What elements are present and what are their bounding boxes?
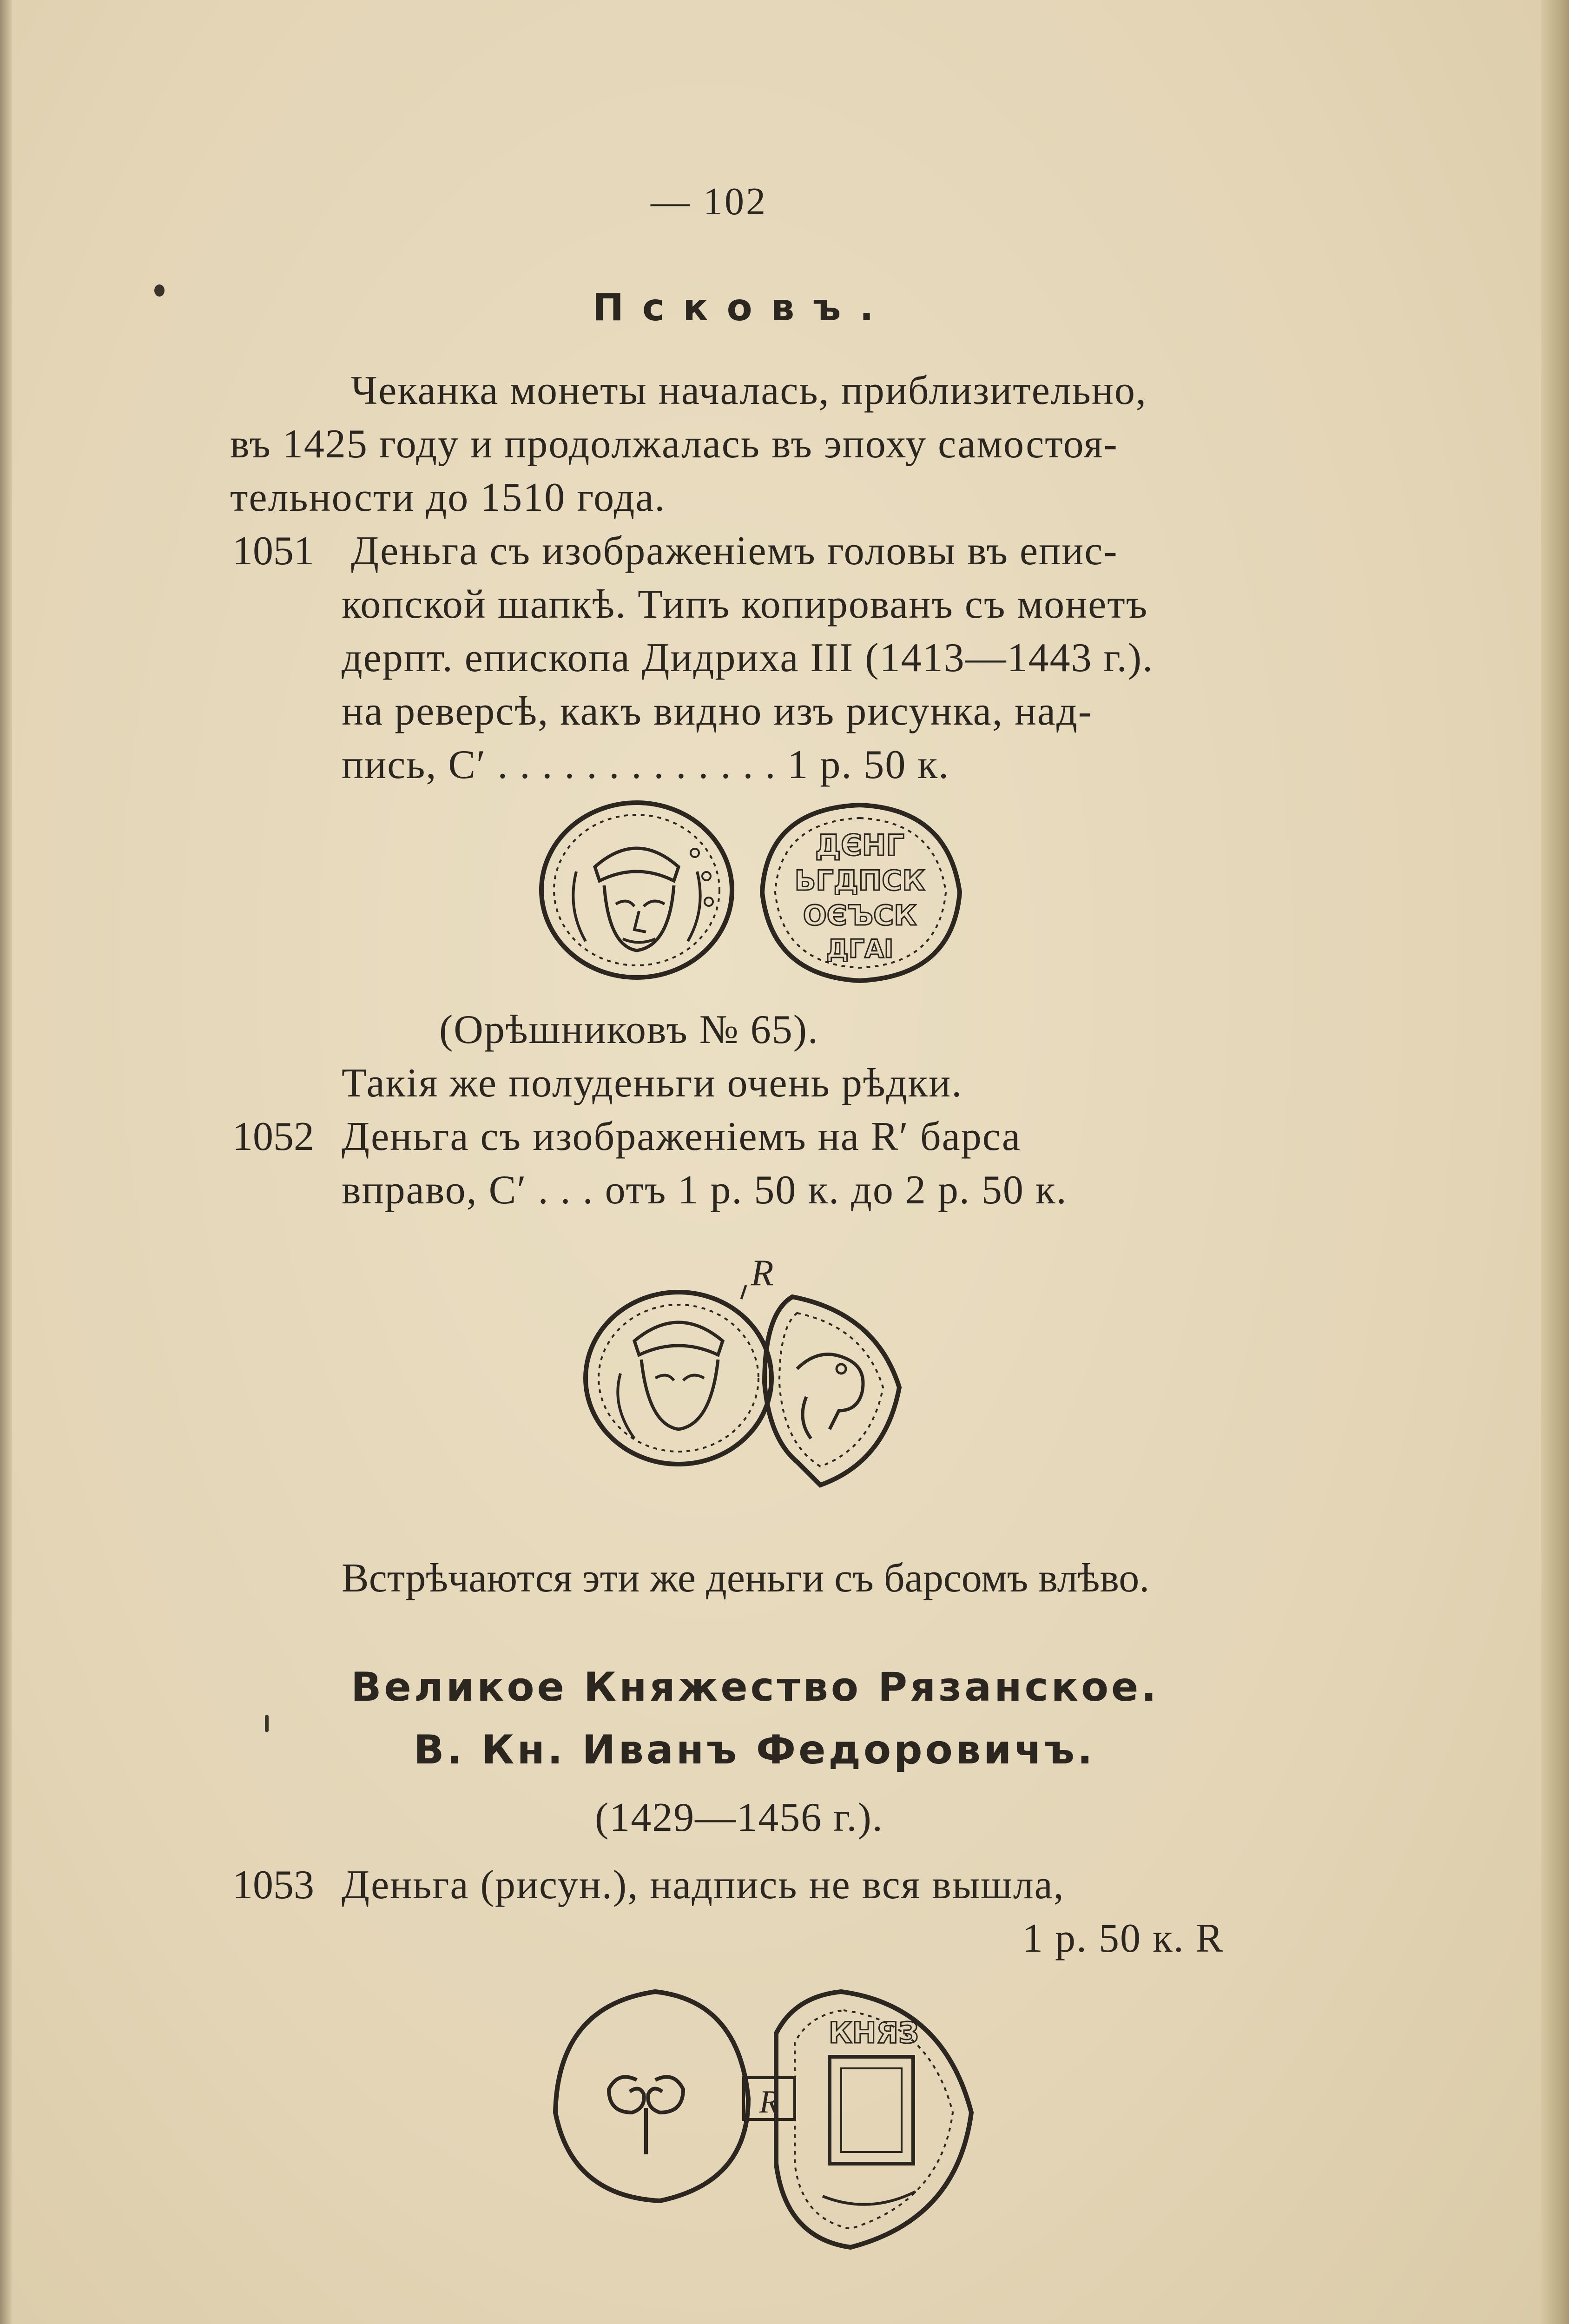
- ruler-dates: (1429—1456 г.).: [595, 1795, 883, 1840]
- intro-text: Чеканка монеты началась, приблизительно,: [351, 368, 1147, 413]
- coin-1051-legend-line-4: ДГАІ: [826, 934, 894, 964]
- page-number: — 102: [651, 180, 767, 223]
- entry-1051-line-5: пись, С′ . . . . . . . . . . . . . 1 р. 50 к.: [342, 742, 950, 787]
- entry-number-1052: 1052: [232, 1114, 314, 1159]
- coin-1051-obverse-illustration: [534, 797, 739, 983]
- coin-1051-reverse-illustration: [753, 799, 967, 985]
- entry-1051-line-4: на реверсѣ, какъ видно изъ рисунка, над-: [342, 689, 1093, 734]
- section-title: Псковъ.: [593, 286, 892, 329]
- intro-line-1: [351, 367, 1290, 414]
- coin-1053-mark: R: [759, 2084, 779, 2120]
- note-half-dengi: Такія же полуденьги очень рѣдки.: [342, 1061, 963, 1106]
- coin-1053-legend: КНЯЗ: [828, 2016, 919, 2050]
- page-left-shadow: [0, 0, 12, 2324]
- coin-1053-illustration: [544, 1978, 990, 2257]
- reference-oreshnikov: (Орѣшниковъ № 65).: [439, 1007, 819, 1052]
- ink-speck: [154, 284, 165, 297]
- note-leopard-left: Встрѣчаются эти же деньги съ барсомъ влѣво.: [342, 1556, 1150, 1601]
- entry-number-1053: 1053: [232, 1862, 314, 1908]
- coin-1052-mark: R: [751, 1253, 774, 1294]
- intro-line-2: въ 1425 году и продолжалась въ эпоху самостоя-: [230, 422, 1118, 467]
- intro-line-3: тельности до 1510 года.: [230, 475, 666, 520]
- coin-1051-legend-line-2: ЬГДПСК: [794, 865, 925, 897]
- page-right-edge: [1541, 0, 1569, 2324]
- ink-speck: [265, 1715, 269, 1732]
- entry-1051-line-3: дерпт. епископа Дидриха III (1413—1443 г.).: [342, 635, 1154, 680]
- entry-1051-line-2: копской шапкѣ. Типъ копированъ съ монетъ: [342, 582, 1148, 627]
- coin-1051-legend-line-1: ДЄНГ: [815, 828, 905, 862]
- entry-number-1051: 1051: [232, 528, 314, 574]
- entry-1051-line-1: Деньга съ изображеніемъ головы въ епис-: [351, 528, 1118, 574]
- entry-1052-line-2: вправо, С′ . . . отъ 1 р. 50 к. до 2 р. 50 к.: [342, 1168, 1068, 1213]
- coin-1051-legend-line-3: ОЄЪСК: [803, 899, 917, 932]
- entry-1053-line-2: 1 р. 50 к. R: [1022, 1916, 1224, 1961]
- section2-title: Великое Княжество Рязанское.: [351, 1664, 1160, 1710]
- coin-1052-illustration: [579, 1243, 913, 1504]
- entry-1052-line-1: Деньга съ изображеніемъ на R′ барса: [342, 1114, 1021, 1159]
- ruler-title: В. Кн. Иванъ Федоровичъ.: [414, 1727, 1095, 1773]
- entry-1053-line-1: Деньга (рисун.), надпись не вся вышла,: [342, 1862, 1065, 1908]
